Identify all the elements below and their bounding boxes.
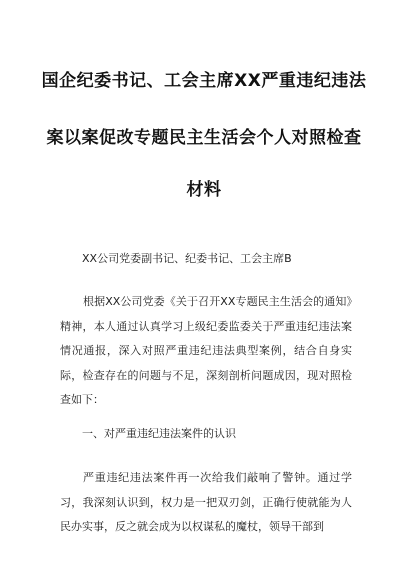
intro-paragraph: 根据XX公司党委《关于召开XX专题民主生活会的通知》精神，本人通过认真学习上级纪委监委关于严重违纪违法案情况通报，深入对照严重违纪违法典型案例，结合自身实际，检查存在的问题与不足，深刻剖析问题成因，现对照检查如下：	[60, 295, 352, 407]
section-heading: 一、对严重违纪违法案件的认识	[82, 427, 236, 440]
document-title-line-3: 材料	[186, 180, 222, 200]
document-title-line-1: 国企纪委书记、工会主席XX严重违纪违法	[41, 71, 367, 91]
author-byline: XX公司党委副书记、纪委书记、工会主席B	[82, 252, 292, 265]
body-paragraph: 严重违纪违法案件再一次给我们敲响了警钟。通过学习，我深刻认识到，权力是一把双刃剑，正确行使就能为人民办实事，反之就会成为以权谋私的魔杖，领导干部到	[60, 471, 352, 534]
document-title-line-2: 案以案促改专题民主生活会个人对照检查	[46, 128, 362, 148]
